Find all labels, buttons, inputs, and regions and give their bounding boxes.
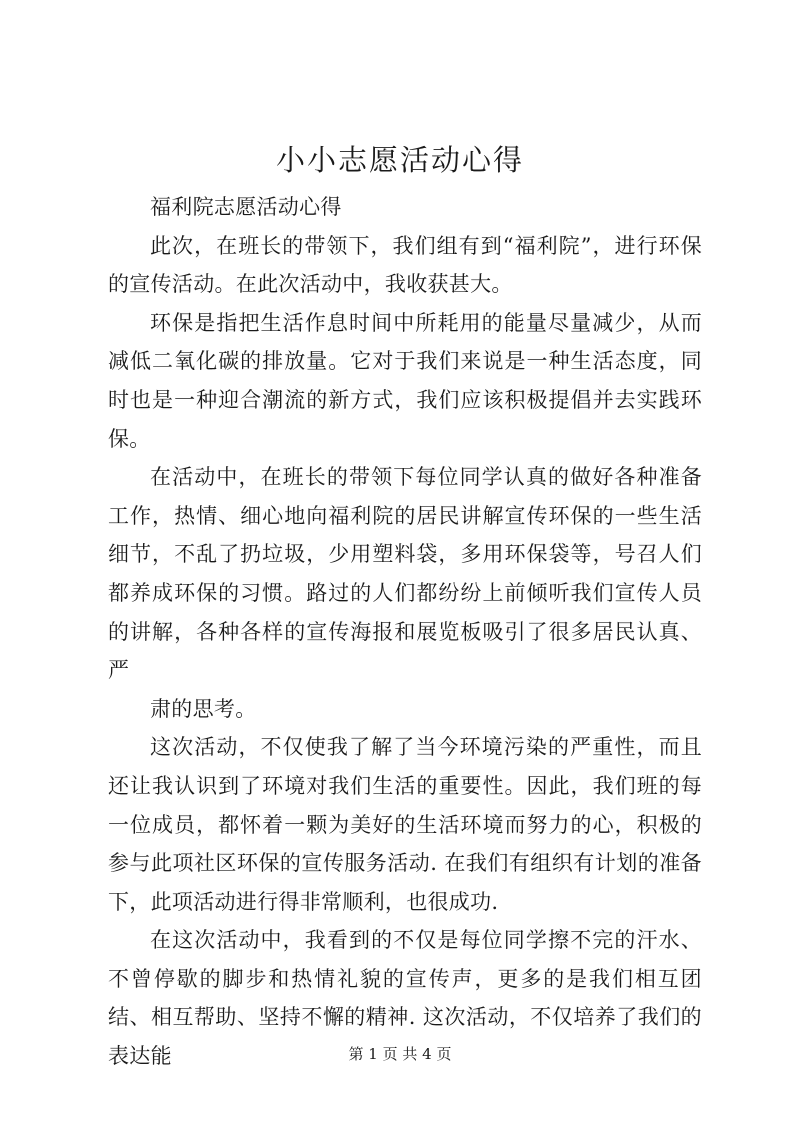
body-paragraph: 在这次活动中，我看到的不仅是每位同学擦不完的汗水、不曾停歇的脚步和热情礼貌的宣传声，更多的是我们相互团结、相互帮助、坚持不懈的精神. 这次活动，不仅培养了我们的表达能 bbox=[108, 928, 702, 1069]
document-body bbox=[108, 188, 702, 1076]
body-paragraph: 肃的思考。 bbox=[150, 696, 257, 721]
document-title: 小小志愿活动心得 bbox=[275, 143, 524, 177]
subtitle-paragraph: 福利院志愿活动心得 bbox=[150, 195, 342, 219]
page-number-footer: 第 1 页 共 4 页 bbox=[348, 1045, 452, 1063]
body-paragraph: 在活动中，在班长的带领下每位同学认真的做好各种准备工作，热情、细心地向福利院的居民讲解宣传环保的一些生活细节，不乱了扔垃圾，少用塑料袋，多用环保袋等，号召人们都养成环保的习惯。路过的人们都纷纷上前倾听我们宣传人员的讲解，各种各样的宣传海报和展览板吸引了很多居民认真、严 bbox=[108, 465, 702, 683]
body-paragraph: 环保是指把生活作息时间中所耗用的能量尽量减少，从而减低二氧化碳的排放量。它对于我们来说是一种生活态度，同时也是一种迎合潮流的新方式，我们应该积极提倡并去实践环保。 bbox=[108, 310, 702, 451]
body-paragraph: 此次，在班长的带领下，我们组有到“福利院”，进行环保的宣传活动。在此次活动中，我收获甚大。 bbox=[108, 233, 702, 297]
body-paragraph: 这次活动，不仅使我了解了当今环境污染的严重性，而且还让我认识到了环境对我们生活的重要性。因此，我们班的每一位成员，都怀着一颗为美好的生活环境而努力的心，积极的参与此项社区环保的宣传服务活动. 在我们有组织有计划的准备下，此项活动进行得非常顺利，也很成功. bbox=[108, 735, 702, 914]
